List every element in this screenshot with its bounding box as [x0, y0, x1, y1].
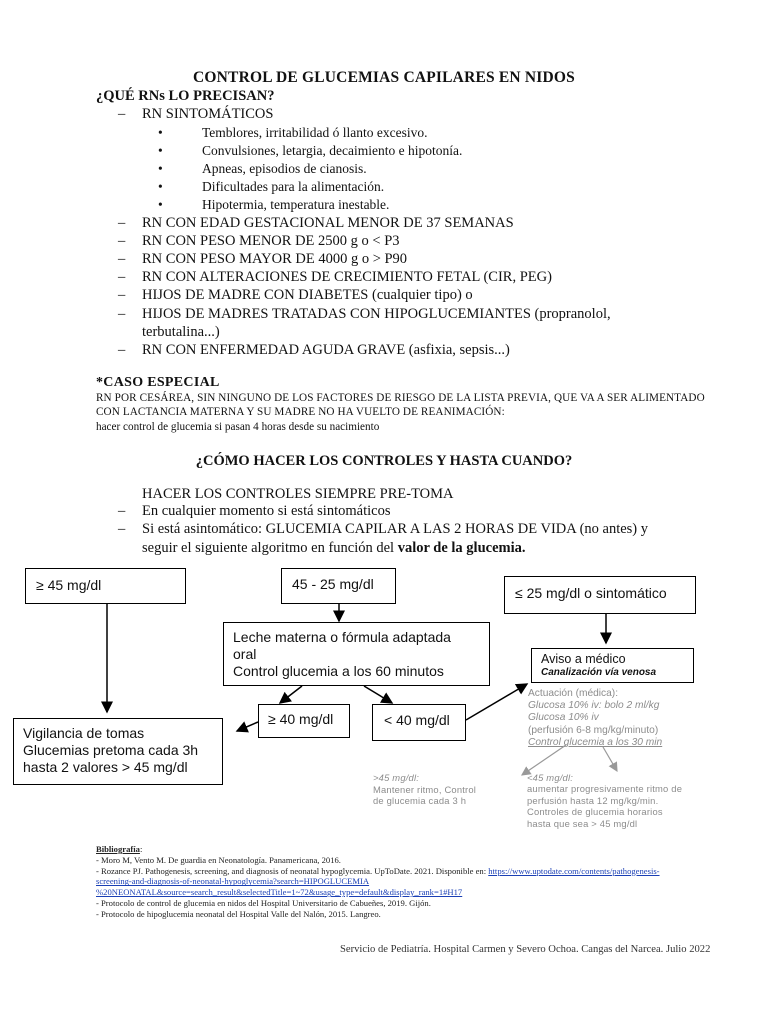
- pre-feed-instruction: HACER LOS CONTROLES SIEMPRE PRE-TOMA: [142, 486, 454, 502]
- list-item-symptomatic: – RN SINTOMÁTICOS: [118, 106, 274, 122]
- uptodate-link[interactable]: https://www.uptodate.com/contents/pathogenesis-: [488, 865, 660, 876]
- list-item-criteria-cont: terbutalina...): [142, 324, 220, 340]
- list-item-criteria: – RN CON PESO MENOR DE 2500 g o < P3: [118, 233, 400, 249]
- box-vigilancia: Vigilancia de tomas Glucemias pretoma cada 3h hasta 2 valores > 45 mg/dl: [13, 718, 223, 785]
- bullet-item: • Hipotermia, temperatura inestable.: [158, 197, 390, 212]
- bullet-item: • Dificultades para la alimentación.: [158, 179, 385, 194]
- bullet-item: • Temblores, irritabilidad ó llanto excesivo.: [158, 125, 428, 140]
- list-item-criteria: – RN CON EDAD GESTACIONAL MENOR DE 37 SEMANAS: [118, 215, 514, 231]
- arrow-leche-to-lt40: [364, 686, 392, 703]
- arrow-actuacion-to-gt45: [522, 745, 566, 775]
- bullet-item: • Convulsiones, letargia, decaimiento e hipotonía.: [158, 143, 463, 158]
- step-symptomatic: – En cualquier momento si está sintomáticos: [118, 503, 391, 519]
- special-case-title: *CASO ESPECIAL: [96, 375, 220, 390]
- box-ge40: ≥ 40 mg/dl: [258, 704, 350, 738]
- box-leche-materna: Leche materna o fórmula adaptada oral Control glucemia a los 60 minutos: [223, 622, 490, 686]
- list-item-label: RN SINTOMÁTICOS: [142, 106, 274, 122]
- arrow-leche-to-ge40: [280, 686, 302, 703]
- list-item-criteria: – HIJOS DE MADRES TRATADAS CON HIPOGLUCEMIANTES (propranolol,: [118, 306, 611, 322]
- box-le25-symptomatic: ≤ 25 mg/dl o sintomático: [504, 576, 696, 614]
- step-asymptomatic: – Si está asintomático: GLUCEMIA CAPILAR A LAS 2 HORAS DE VIDA (no antes) y: [118, 521, 649, 537]
- box-aviso-medico: Aviso a médico Canalización vía venosa: [531, 648, 694, 683]
- list-item-criteria: – HIJOS DE MADRE CON DIABETES (cualquier tipo) o: [118, 287, 473, 303]
- arrow-ge40-to-vigilancia: [237, 722, 258, 731]
- uptodate-link-cont[interactable]: screening-and-diagnosis-of-neonatal-hypoglycemia?search=HIPOGLUCEMIA: [96, 876, 370, 887]
- list-item-criteria: – RN CON ENFERMEDAD AGUDA GRAVE (asfixia, sepsis...): [118, 342, 510, 358]
- arrow-actuacion-to-lt45: [603, 747, 617, 771]
- document-title: CONTROL DE GLUCEMIAS CAPILARES EN NIDOS: [192, 69, 576, 86]
- box-45-25: 45 - 25 mg/dl: [281, 568, 396, 604]
- uptodate-link-cont-2[interactable]: %20NEONATAL&source=search_result&selectedTitle=1~72&usage_type=default&display_rank=1#H17: [96, 887, 463, 898]
- step-asymptomatic-cont: seguir el siguiente algoritmo en función del valor de la glucemia.: [142, 540, 526, 556]
- list-item-criteria: – RN CON PESO MAYOR DE 4000 g o > P90: [118, 251, 408, 267]
- special-case-text: RN POR CESÁREA, SIN NINGUNO DE LOS FACTORES DE RIESGO DE LA LISTA PREVIA, QUE VA A SER ALIMENTADO CON LACTANCIA MATERNA Y SU MADRE NO HA VUELTO DE REANIMACIÓN:: [96, 392, 705, 418]
- box-lt40: < 40 mg/dl: [372, 704, 466, 741]
- list-item-criteria: – RN CON ALTERACIONES DE CRECIMIENTO FETAL (CIR, PEG): [118, 269, 552, 285]
- question-who-needs: ¿QUÉ RNs LO PRECISAN?: [96, 88, 275, 104]
- bibliography: Bibliografía: - Moro M, Vento M. De guardia en Neonatología. Panamericana, 2016. - Rozance PJ. Pathogenesis, screening, and diagnosis of neonatal hypoglycemia. UpToDate. 2021. Disponible en: https://www.uptodate.com/contents/pathogenesis- screening-and-diagnosis-of-neonatal-hypoglycemia?search=HIPOGLUCEMIA %20NEONATAL&source=search_result&selectedTitle=1~72&usage_type=default&display_rank=1#H17 - Protocolo de control de glucemia en nidos del Hospital Universitario de Cabueñes, 2019. Gijón. - Protocolo de hipoglucemia neonatal del Hospital Valle del Nalón, 2015. Langreo.: [96, 844, 660, 919]
- actuacion-medica: Actuación (médica): Glucosa 10% iv: bolo 2 ml/kg Glucosa 10% iv (perfusión 6-8 mg/kg/minuto) Control glucemia a los 30 min: [528, 688, 663, 748]
- note-lt45: <45 mg/dl: aumentar progresivamente ritmo de perfusión hasta 12 mg/kg/min. Controles de glucemia horarios hasta que sea > 45 mg/dl: [527, 772, 683, 829]
- question-how: ¿CÓMO HACER LOS CONTROLES Y HASTA CUANDO?: [195, 453, 573, 469]
- special-case-text-2: hacer control de glucemia si pasan 4 horas desde su nacimiento: [96, 421, 380, 433]
- page-footer: Servicio de Pediatría. Hospital Carmen y Severo Ochoa. Cangas del Narcea. Julio 2022: [340, 944, 711, 955]
- note-gt45: >45 mg/dl: Mantener ritmo, Control de glucemia cada 3 h: [373, 772, 477, 807]
- arrow-lt40-to-aviso: [466, 684, 527, 720]
- bullet-item: • Apneas, episodios de cianosis.: [158, 161, 367, 176]
- box-ge45: ≥ 45 mg/dl: [25, 568, 186, 604]
